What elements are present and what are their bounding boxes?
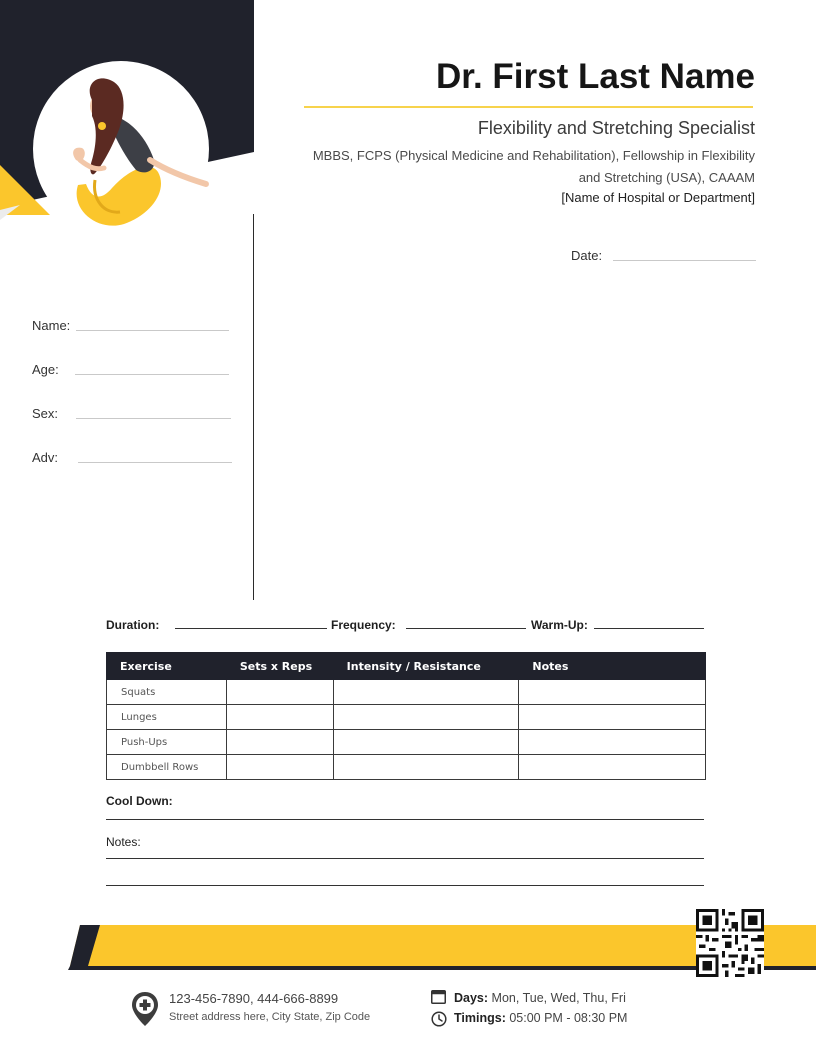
warmup-label: Warm-Up: <box>531 618 588 632</box>
sex-label: Sex: <box>32 406 59 421</box>
frequency-field[interactable] <box>406 618 526 629</box>
hospital-name: [Name of Hospital or Department] <box>561 190 755 205</box>
notes-cell[interactable] <box>519 730 706 755</box>
timings-label: Timings: <box>454 1011 506 1025</box>
street-address: Street address here, City State, Zip Code <box>169 1011 371 1023</box>
adv-label: Adv: <box>32 450 59 465</box>
table-row <box>107 680 706 705</box>
name-label: Name: <box>32 318 71 333</box>
exercise-cell: Dumbbell Rows <box>107 755 227 780</box>
clock-icon <box>431 1011 447 1027</box>
date-field[interactable] <box>613 260 756 261</box>
exercise-cell: Lunges <box>107 705 227 730</box>
calendar-icon <box>431 990 446 1004</box>
notes-line-2[interactable] <box>106 885 704 886</box>
intensity-cell[interactable] <box>333 755 519 780</box>
frequency-label: Frequency: <box>331 618 396 632</box>
sets-reps-cell[interactable] <box>226 755 333 780</box>
table-row <box>107 755 706 780</box>
duration-label: Duration: <box>106 618 160 632</box>
days-value: Mon, Tue, Wed, Thu, Fri <box>491 991 626 1005</box>
footer-band <box>0 905 816 975</box>
exercise-table <box>106 652 706 780</box>
date-label: Date: <box>571 248 603 263</box>
notes-cell[interactable] <box>519 680 706 705</box>
warmup-field[interactable] <box>594 618 704 629</box>
column-header: Notes <box>519 653 706 680</box>
frequency-group <box>331 618 526 632</box>
exercise-cell: Squats <box>107 680 227 705</box>
qualifications-line-1: MBBS, FCPS (Physical Medicine and Rehabilitation), Fellowship in Flexibility <box>312 148 755 163</box>
age-label: Age: <box>32 362 59 377</box>
age-field[interactable] <box>75 374 229 375</box>
qualifications-line-2: and Stretching (USA), CAAAM <box>578 170 755 185</box>
header-illustration <box>0 0 260 240</box>
qr-code[interactable] <box>695 909 765 977</box>
column-header: Exercise <box>107 653 227 680</box>
column-header: Sets x Reps <box>226 653 333 680</box>
notes-line-1[interactable] <box>106 858 704 859</box>
cool-down-label: Cool Down: <box>106 794 173 808</box>
sets-reps-cell[interactable] <box>226 730 333 755</box>
cool-down-field[interactable] <box>106 819 704 820</box>
intensity-cell[interactable] <box>333 680 519 705</box>
intensity-cell[interactable] <box>333 730 519 755</box>
duration-group <box>106 618 327 632</box>
days-label: Days: <box>454 991 489 1005</box>
notes-cell[interactable] <box>519 755 706 780</box>
working-timings <box>454 1011 627 1025</box>
notes-label: Notes: <box>106 835 141 849</box>
name-field[interactable] <box>76 330 229 331</box>
table-row <box>107 705 706 730</box>
doctor-name: Dr. First Last Name <box>436 57 755 96</box>
working-days <box>454 991 626 1005</box>
adv-field[interactable] <box>78 462 232 463</box>
table-row <box>107 730 706 755</box>
warmup-group <box>531 618 704 632</box>
phone-numbers: 123-456-7890, 444-666-8899 <box>169 991 339 1006</box>
notes-cell[interactable] <box>519 705 706 730</box>
specialty: Flexibility and Stretching Specialist <box>477 118 755 138</box>
intensity-cell[interactable] <box>333 705 519 730</box>
sets-reps-cell[interactable] <box>226 705 333 730</box>
medical-location-pin-icon <box>130 991 160 1027</box>
sets-reps-cell[interactable] <box>226 680 333 705</box>
sex-field[interactable] <box>76 418 231 419</box>
table-header-row <box>107 653 706 680</box>
name-divider <box>304 106 753 108</box>
duration-field[interactable] <box>175 618 327 629</box>
vertical-divider <box>253 214 254 600</box>
column-header: Intensity / Resistance <box>333 653 519 680</box>
exercise-cell: Push-Ups <box>107 730 227 755</box>
timings-value: 05:00 PM - 08:30 PM <box>509 1011 628 1025</box>
